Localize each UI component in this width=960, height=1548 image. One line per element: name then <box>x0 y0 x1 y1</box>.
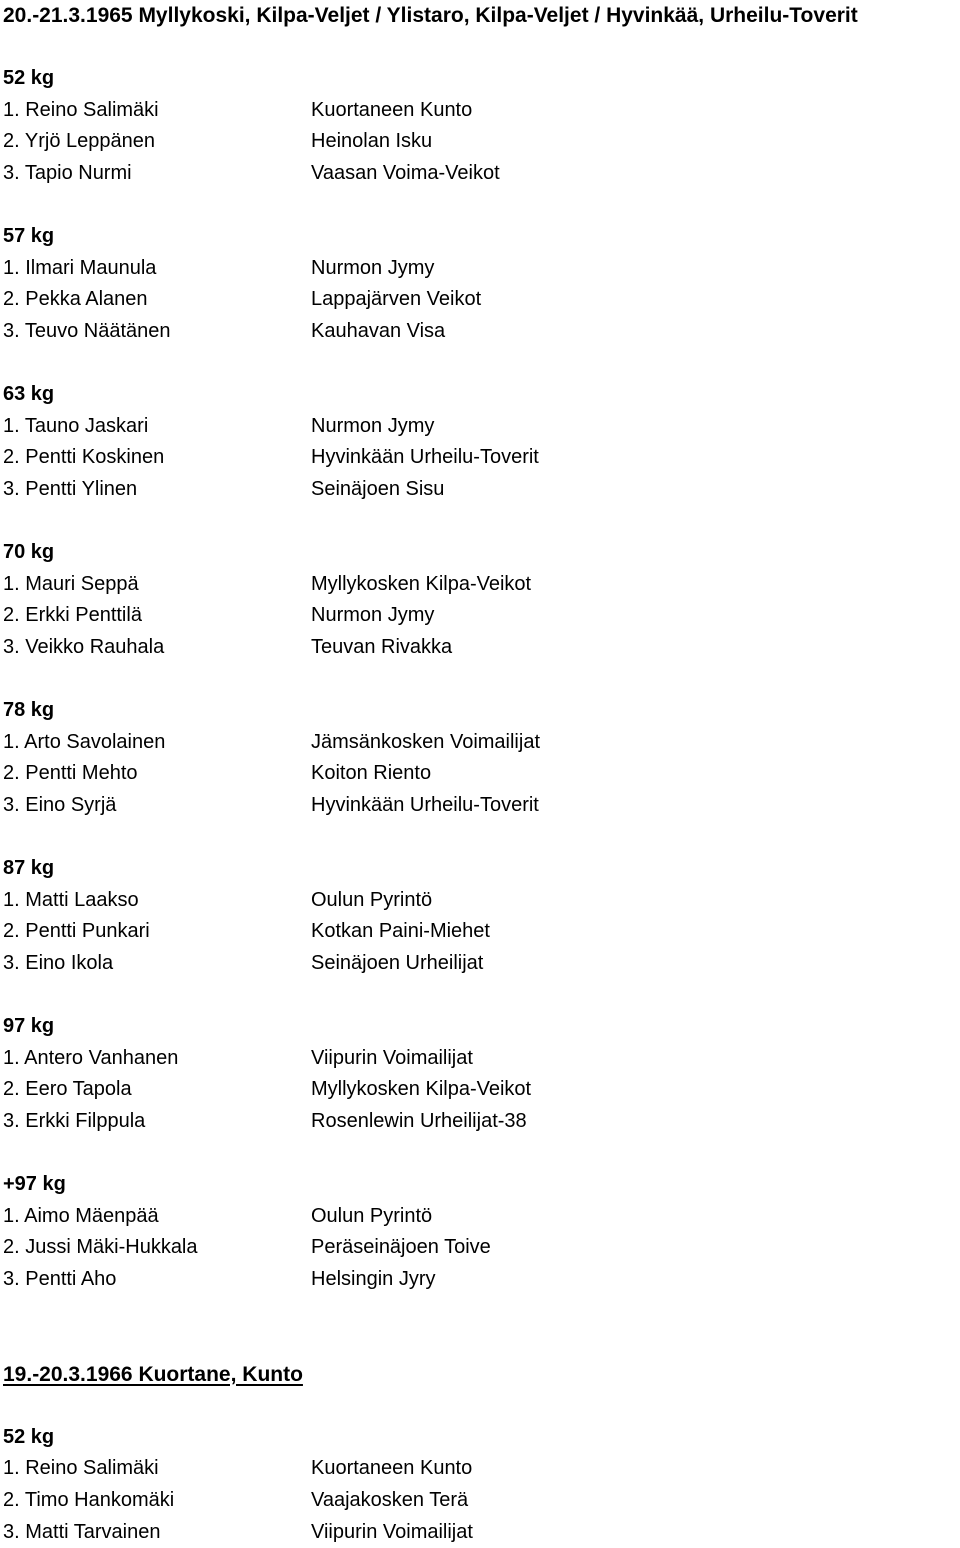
result-row <box>3 411 958 443</box>
spacer <box>3 1137 958 1169</box>
spacer <box>3 32 958 64</box>
athlete-name: 3. Matti Tarvainen <box>3 1517 311 1548</box>
athlete-name: 3. Erkki Filppula <box>3 1106 311 1138</box>
spacer <box>3 1295 958 1358</box>
club-name: Nurmon Jymy <box>311 253 958 285</box>
athlete-name: 2. Pentti Mehto <box>3 758 311 790</box>
result-row <box>3 1453 958 1485</box>
athlete-name: 2. Pentti Punkari <box>3 916 311 948</box>
result-row <box>3 1106 958 1138</box>
athlete-name: 2. Eero Tapola <box>3 1074 311 1106</box>
weight-class-heading: 57 kg <box>3 221 958 253</box>
result-row <box>3 126 958 158</box>
athlete-name: 1. Ilmari Maunula <box>3 253 311 285</box>
club-name: Myllykosken Kilpa-Veikot <box>311 569 958 601</box>
athlete-name: 3. Teuvo Näätänen <box>3 316 311 348</box>
spacer <box>3 190 958 222</box>
result-row <box>3 1485 958 1517</box>
club-name: Lappajärven Veikot <box>311 284 958 316</box>
athlete-name: 1. Arto Savolainen <box>3 727 311 759</box>
spacer <box>3 506 958 538</box>
club-name: Helsingin Jyry <box>311 1264 958 1296</box>
spacer <box>3 348 958 380</box>
club-name: Koiton Riento <box>311 758 958 790</box>
event-title: 20.-21.3.1965 Myllykoski, Kilpa-Veljet / Ylistaro, Kilpa-Veljet / Hyvinkää, Urheilu-Toverit <box>3 0 958 32</box>
event-title: 19.-20.3.1966 Kuortane, Kunto <box>3 1359 958 1391</box>
athlete-name: 2. Pekka Alanen <box>3 284 311 316</box>
club-name: Seinäjoen Urheilijat <box>311 948 958 980</box>
athlete-name: 2. Yrjö Leppänen <box>3 126 311 158</box>
result-row <box>3 316 958 348</box>
result-row <box>3 95 958 127</box>
club-name: Kuortaneen Kunto <box>311 1453 958 1485</box>
spacer <box>3 663 958 695</box>
club-name: Hyvinkään Urheilu-Toverit <box>311 442 958 474</box>
weight-class-heading: 52 kg <box>3 1422 958 1454</box>
athlete-name: 3. Tapio Nurmi <box>3 158 311 190</box>
club-name: Viipurin Voimailijat <box>311 1517 958 1548</box>
athlete-name: 3. Veikko Rauhala <box>3 632 311 664</box>
athlete-name: 1. Mauri Seppä <box>3 569 311 601</box>
result-row <box>3 758 958 790</box>
result-row <box>3 1232 958 1264</box>
athlete-name: 2. Pentti Koskinen <box>3 442 311 474</box>
athlete-name: 1. Antero Vanhanen <box>3 1043 311 1075</box>
weight-class-heading: +97 kg <box>3 1169 958 1201</box>
club-name: Jämsänkosken Voimailijat <box>311 727 958 759</box>
club-name: Viipurin Voimailijat <box>311 1043 958 1075</box>
weight-class-heading: 87 kg <box>3 853 958 885</box>
club-name: Nurmon Jymy <box>311 600 958 632</box>
spacer <box>3 821 958 853</box>
result-row <box>3 600 958 632</box>
club-name: Heinolan Isku <box>311 126 958 158</box>
athlete-name: 3. Eino Syrjä <box>3 790 311 822</box>
athlete-name: 3. Pentti Aho <box>3 1264 311 1296</box>
club-name: Oulun Pyrintö <box>311 885 958 917</box>
athlete-name: 2. Erkki Penttilä <box>3 600 311 632</box>
result-row <box>3 253 958 285</box>
weight-class-heading: 63 kg <box>3 379 958 411</box>
result-row <box>3 632 958 664</box>
athlete-name: 3. Eino Ikola <box>3 948 311 980</box>
result-row <box>3 790 958 822</box>
result-row <box>3 158 958 190</box>
results-document <box>3 0 958 1548</box>
athlete-name: 1. Matti Laakso <box>3 885 311 917</box>
club-name: Vaajakosken Terä <box>311 1485 958 1517</box>
result-row <box>3 727 958 759</box>
result-row <box>3 442 958 474</box>
result-row <box>3 1517 958 1548</box>
athlete-name: 1. Reino Salimäki <box>3 95 311 127</box>
result-row <box>3 885 958 917</box>
club-name: Vaasan Voima-Veikot <box>311 158 958 190</box>
spacer <box>3 1390 958 1422</box>
result-row <box>3 1043 958 1075</box>
club-name: Kuortaneen Kunto <box>311 95 958 127</box>
spacer <box>3 979 958 1011</box>
club-name: Teuvan Rivakka <box>311 632 958 664</box>
result-row <box>3 474 958 506</box>
athlete-name: 1. Aimo Mäenpää <box>3 1201 311 1233</box>
athlete-name: 3. Pentti Ylinen <box>3 474 311 506</box>
result-row <box>3 1074 958 1106</box>
result-row <box>3 1264 958 1296</box>
athlete-name: 2. Timo Hankomäki <box>3 1485 311 1517</box>
club-name: Nurmon Jymy <box>311 411 958 443</box>
club-name: Oulun Pyrintö <box>311 1201 958 1233</box>
athlete-name: 1. Reino Salimäki <box>3 1453 311 1485</box>
weight-class-heading: 97 kg <box>3 1011 958 1043</box>
weight-class-heading: 52 kg <box>3 63 958 95</box>
result-row <box>3 916 958 948</box>
club-name: Seinäjoen Sisu <box>311 474 958 506</box>
club-name: Rosenlewin Urheilijat-38 <box>311 1106 958 1138</box>
athlete-name: 1. Tauno Jaskari <box>3 411 311 443</box>
club-name: Kotkan Paini-Miehet <box>311 916 958 948</box>
result-row <box>3 1201 958 1233</box>
club-name: Hyvinkään Urheilu-Toverit <box>311 790 958 822</box>
result-row <box>3 284 958 316</box>
weight-class-heading: 78 kg <box>3 695 958 727</box>
result-row <box>3 948 958 980</box>
club-name: Kauhavan Visa <box>311 316 958 348</box>
athlete-name: 2. Jussi Mäki-Hukkala <box>3 1232 311 1264</box>
weight-class-heading: 70 kg <box>3 537 958 569</box>
result-row <box>3 569 958 601</box>
club-name: Myllykosken Kilpa-Veikot <box>311 1074 958 1106</box>
club-name: Peräseinäjoen Toive <box>311 1232 958 1264</box>
